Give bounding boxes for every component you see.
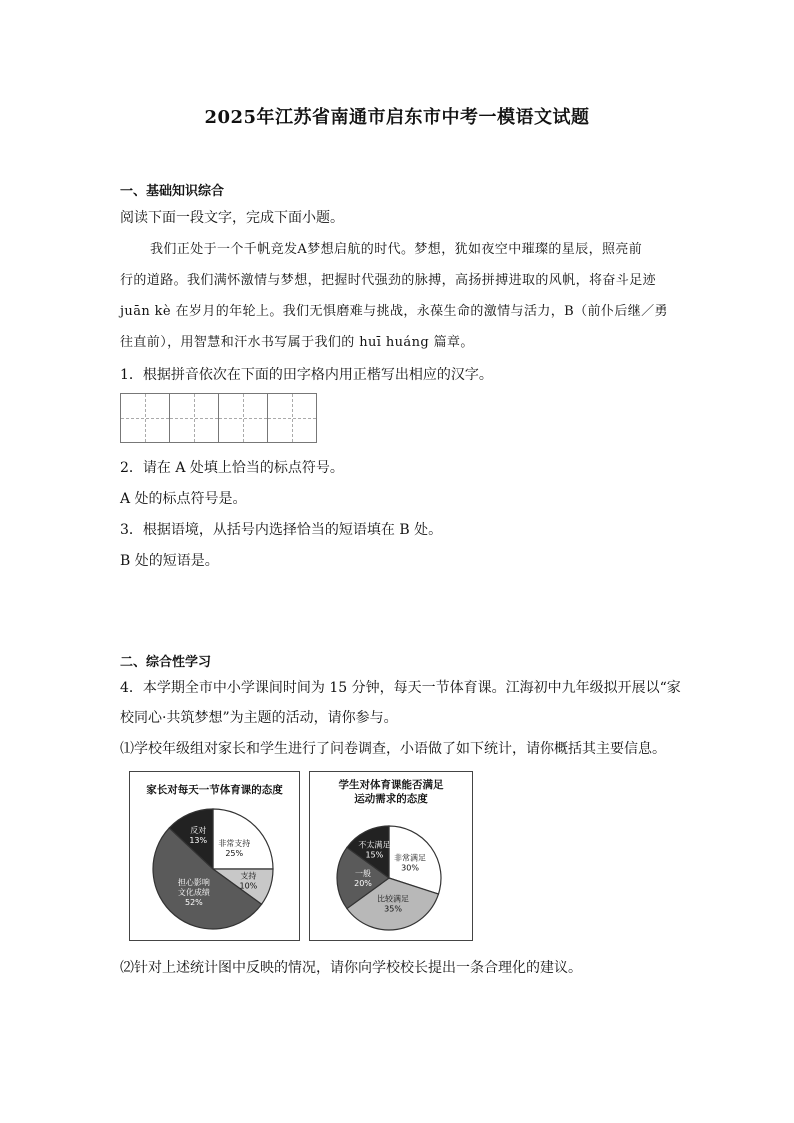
pie-slice-label: 反对 — [190, 825, 207, 835]
pie-slice-label: 支持 — [240, 871, 257, 881]
question-2-answer: A 处的标点符号是。 — [120, 491, 247, 507]
section1-instruction: 阅读下面一段文字，完成下面小题。 — [120, 210, 344, 226]
chart-title-line-1: 学生对体育课能否满足 — [338, 779, 444, 791]
pie-value-label: 25% — [225, 848, 244, 858]
sub-question-2: ⑵针对上述统计图中反映的情况，请你向学校校长提出一条合理化的建议。 — [120, 960, 582, 976]
pie-slice-label: 一般 — [355, 869, 371, 878]
pie-value-label: 13% — [189, 835, 208, 845]
question-4-line-1: 4．本学期全市中小学课间时间为 15 分钟，每天一节体育课。江海初中九年级拟开展以“家 — [120, 680, 681, 696]
pie-value-label: 15% — [365, 850, 384, 860]
section1-heading: 一、基础知识综合 — [120, 184, 225, 199]
passage-line-2: 行的道路。我们满怀激情与梦想，把握时代强劲的脉搏，高扬拼搏进取的风帆，将奋斗足迹 — [120, 273, 657, 288]
pie-slice-label: 不太满足 — [358, 840, 391, 850]
question-1: 1．根据拼音依次在下面的田字格内用正楷写出相应的汉字。 — [120, 367, 493, 383]
sub-question-1: ⑴学校年级组对家长和学生进行了问卷调查，小语做了如下统计，请你概括其主要信息。 — [120, 741, 666, 757]
question-3-answer: B 处的短语是。 — [120, 553, 219, 569]
chart-title-line-2: 运动需求的态度 — [354, 793, 428, 805]
passage-line-1: 我们正处于一个千帆竞发A梦想启航的时代。梦想，犹如夜空中璀璨的星辰，照亮前 — [150, 242, 643, 257]
chart-title: 家长对每天一节体育课的态度 — [146, 784, 283, 796]
pie-value-label: 35% — [384, 904, 402, 914]
question-4-line-2: 校同心·共筑梦想”为主题的活动，请你参与。 — [120, 710, 398, 726]
pie-slice-label: 非常支持 — [218, 838, 251, 848]
tianzige-cell[interactable] — [267, 393, 317, 443]
passage-line-3: juān kè 在岁月的年轮上。我们无惧磨难与挑战，永葆生命的激情与活力，B（前仆后继／勇 — [120, 304, 668, 319]
pie-value-label: 10% — [239, 881, 258, 891]
passage-line-4: 往直前），用智慧和汗水书写属于我们的 huī huáng 篇章。 — [120, 335, 474, 350]
tianzige-grid[interactable] — [120, 393, 316, 443]
pie-value-label: 20% — [354, 879, 372, 888]
parent-attitude-pie — [130, 772, 299, 940]
pie-slice-label: 非常满足 — [394, 853, 427, 863]
pie-value-label: 30% — [401, 863, 419, 873]
question-2: 2．请在 A 处填上恰当的标点符号。 — [120, 460, 344, 476]
question-3: 3．根据语境，从括号内选择恰当的短语填在 B 处。 — [120, 522, 443, 538]
student-attitude-chart — [309, 771, 473, 941]
tianzige-cell[interactable] — [218, 393, 268, 443]
pie-slice-label: 比较满足 — [377, 894, 410, 904]
pie-value-label: 52% — [184, 898, 203, 908]
section2-heading: 二、综合性学习 — [120, 655, 212, 670]
page-title: 2025年江苏省南通市启东市中考一模语文试题 — [204, 107, 590, 128]
tianzige-cell[interactable] — [169, 393, 219, 443]
parent-attitude-chart — [129, 771, 300, 941]
pie-slice-label: 担心影响 — [177, 878, 210, 888]
student-attitude-pie — [310, 772, 472, 940]
pie-slice-label: 文化成绩 — [177, 888, 210, 898]
tianzige-cell[interactable] — [120, 393, 170, 443]
